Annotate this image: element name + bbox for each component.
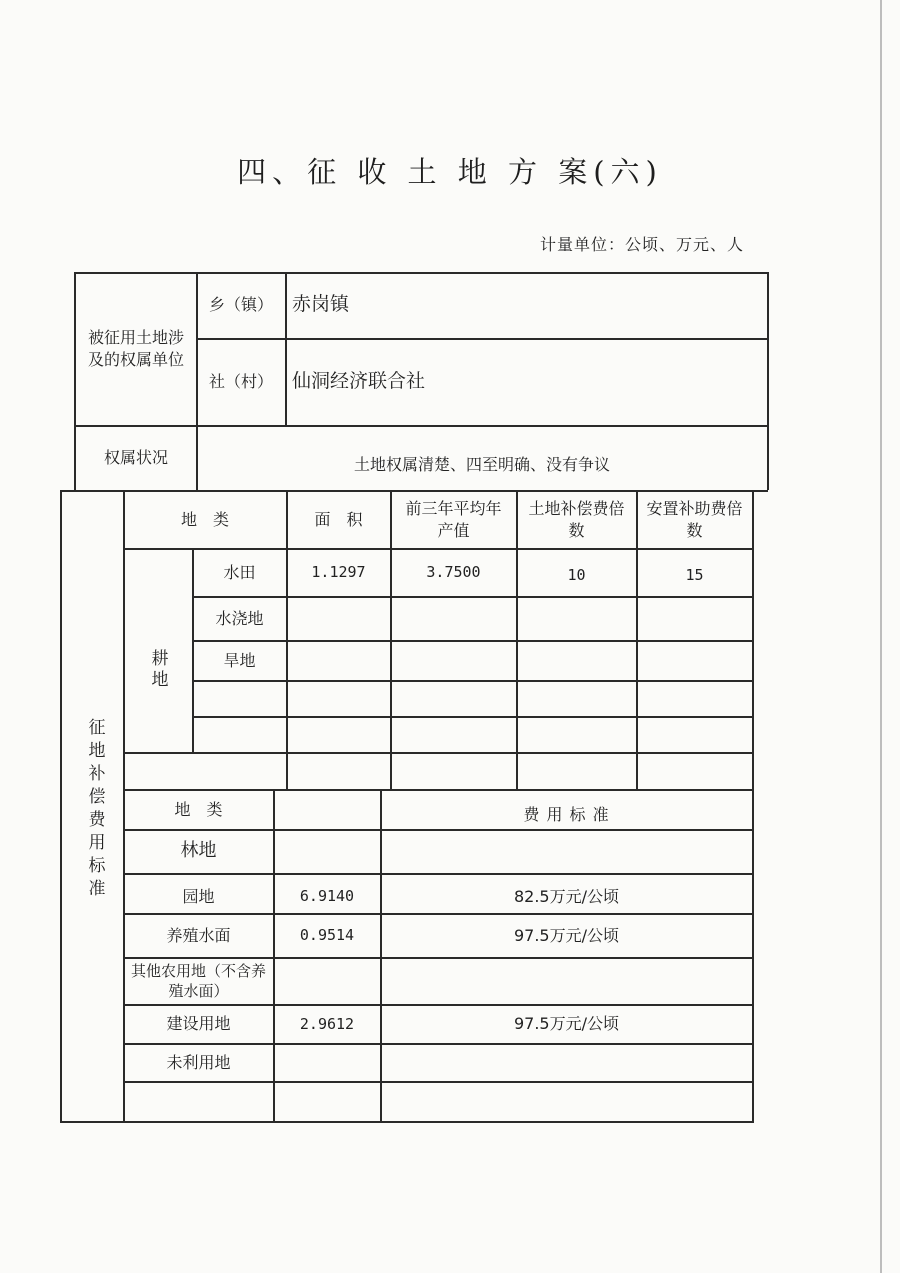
cultivated-area: 1.1297 bbox=[311, 563, 366, 582]
land-standard bbox=[381, 1044, 752, 1081]
cultivated-type: 水田 bbox=[223, 562, 256, 582]
cultivated-comp bbox=[517, 597, 636, 640]
cultivated-output: 3.7500 bbox=[426, 563, 481, 582]
land-type: 园地 bbox=[182, 886, 215, 906]
land-type: 其他农用地（不含养殖水面） bbox=[130, 961, 266, 1000]
land-area: 0.9514 bbox=[299, 926, 355, 945]
cultivated-output bbox=[391, 597, 516, 640]
page-title: 四、征 收 土 地 方 案(六) bbox=[237, 155, 663, 189]
cultivated-land-label: 耕地 bbox=[147, 649, 168, 691]
land-area: 2.9612 bbox=[299, 1014, 355, 1033]
cultivated-type: 旱地 bbox=[223, 650, 256, 670]
land-standard bbox=[381, 830, 752, 873]
land-area bbox=[274, 958, 380, 1004]
cultivated-output bbox=[391, 641, 516, 680]
status-label: 权属状况 bbox=[103, 448, 168, 468]
land-area: 6.9140 bbox=[299, 887, 355, 906]
cultivated-resettle: 15 bbox=[685, 566, 704, 585]
land-type: 养殖水面 bbox=[166, 925, 231, 945]
land-standard: 82.5万元/公顷 bbox=[513, 886, 620, 906]
cultivated-type: 水浇地 bbox=[215, 608, 264, 628]
land-standard: 97.5万元/公顷 bbox=[513, 1014, 620, 1034]
cultivated-comp bbox=[517, 641, 636, 680]
header-comp-multiple: 土地补偿费倍数 bbox=[528, 498, 625, 540]
header-land-type-lower: 地 类 bbox=[174, 799, 223, 819]
land-area bbox=[274, 1044, 380, 1081]
cultivated-comp: 10 bbox=[567, 566, 586, 585]
land-standard bbox=[381, 958, 752, 1004]
land-area bbox=[274, 830, 380, 873]
header-avg-output: 前三年平均年产值 bbox=[405, 498, 502, 540]
cultivated-resettle bbox=[637, 641, 752, 680]
cultivated-area bbox=[287, 597, 390, 640]
township-label: 乡（镇） bbox=[208, 295, 273, 315]
ownership-section-label: 被征用土地涉及的权属单位 bbox=[87, 327, 184, 369]
header-area: 面 积 bbox=[314, 509, 363, 529]
header-land-type: 地 类 bbox=[180, 509, 229, 529]
status-value: 土地权属清楚、四至明确、没有争议 bbox=[353, 455, 610, 475]
land-type: 林地 bbox=[180, 840, 217, 862]
land-type: 建设用地 bbox=[166, 1014, 231, 1034]
village-value: 仙洞经济联合社 bbox=[292, 370, 426, 393]
compensation-section-label: 征地补偿费用标准 bbox=[84, 718, 105, 902]
land-type: 未利用地 bbox=[166, 1052, 231, 1072]
cultivated-area bbox=[287, 641, 390, 680]
header-standard: 费 用 标 准 bbox=[523, 805, 610, 825]
land-standard: 97.5万元/公顷 bbox=[513, 925, 620, 945]
unit-note: 计量单位：公顷、万元、人 bbox=[539, 235, 744, 254]
township-value: 赤岗镇 bbox=[292, 293, 350, 316]
village-label: 社（村） bbox=[208, 372, 273, 392]
cultivated-resettle bbox=[637, 597, 752, 640]
header-resettle-multiple: 安置补助费倍数 bbox=[646, 498, 743, 540]
